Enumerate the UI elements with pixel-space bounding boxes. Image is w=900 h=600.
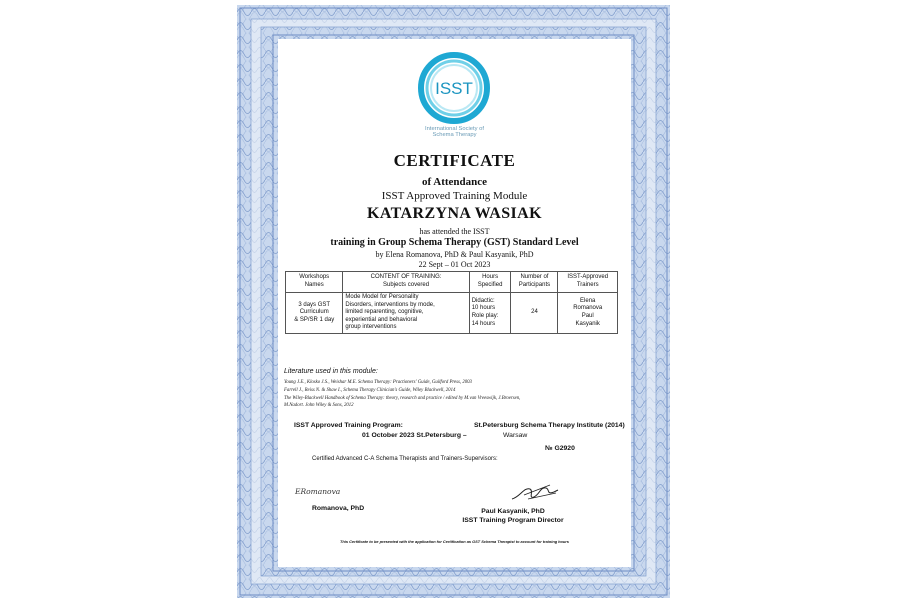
header-content: CONTENT OF TRAINING: Subjects covered [343, 272, 469, 293]
certificate-subtitle: of Attendance [421, 176, 488, 188]
literature-item: The Wiley-Blackwell Handbook of Schema Therapy: theory, research and practice / edited by M.van Vreeswijk, J.Broersen, [284, 396, 521, 401]
training-table [285, 271, 618, 334]
signature-kasyanik-icon [510, 481, 560, 505]
cell-participants: 24 [511, 293, 558, 334]
header-participants: Number of Participants [511, 272, 558, 293]
certified-line: Certified Advanced C-A Schema Therapists and Trainers-Supervisors: [312, 456, 498, 462]
module-line: ISST Approved Training Module [381, 190, 528, 202]
cell-hours: Didactic: 10 hours Role play: 14 hours [469, 293, 511, 334]
certificate-number: № G2920 [545, 445, 575, 452]
certificate-title: CERTIFICATE [393, 151, 516, 170]
logo-text: ISST [435, 79, 473, 98]
training-dates: 22 Sept – 01 Oct 2023 [418, 260, 491, 269]
header-workshops: Workshops Names [286, 272, 343, 293]
table-header-row [286, 272, 618, 293]
society-name: International Society of Schema Therapy [425, 126, 484, 138]
trainers-line: by Elena Romanova, PhD & Paul Kasyanik, PhD [375, 250, 534, 259]
header-hours: Hours Specified [469, 272, 511, 293]
attended-line: has attended the ISST [419, 227, 490, 236]
training-title: training in Group Schema Therapy (GST) Standard Level [330, 237, 579, 248]
cell-workshop: 3 days GST Curriculum & SP/SR 1 day [286, 293, 343, 334]
signer-right [453, 508, 573, 525]
cell-trainers: Elena Romanova Paul Kasyanik [558, 293, 618, 334]
isst-logo-icon [406, 49, 502, 127]
literature-heading: Literature used in this module: [284, 368, 378, 375]
footer-note: This Certificate to be presented with the application for Certification as GST Schema Therapist to account for training hours [340, 539, 569, 544]
program-label: ISST Approved Training Program: [294, 422, 403, 429]
recipient-name: KATARZYNA WASIAK [367, 205, 542, 222]
signature-romanova: ERomanova [295, 487, 341, 496]
program-city: Warsaw [503, 432, 528, 439]
signer-right-title: ISST Training Program Director [462, 516, 564, 524]
signer-left-name: Romanova, PhD [312, 505, 365, 512]
certificate [237, 5, 670, 598]
signer-right-name: Paul Kasyanik, PhD [481, 508, 545, 515]
cell-content: Mode Model for Personality Disorders, interventions by mode, limited reparenting, cognitive, experiential and behavioral group interventions [343, 293, 469, 334]
program-date: 01 October 2023 St.Petersburg – [362, 432, 467, 439]
literature-item: Young J.E., Klosko J.S., Weishar M.E. Schema Therapy: Practioners' Guide, Guilford Press, 2003 [284, 380, 472, 385]
literature-item: Farrell J., Reiss N. & Shaw I., Schema Therapy Clinician's Guide, Wiley Blackwell, 2014 [284, 388, 456, 393]
literature-item: M.Nadort. John Wiley & Sons, 2012 [284, 403, 354, 408]
program-institute: St.Petersburg Schema Therapy Institute (2014) [474, 422, 625, 429]
header-trainers: ISST-Approved Trainers [558, 272, 618, 293]
table-row [286, 293, 618, 334]
certificate-body [278, 39, 631, 567]
